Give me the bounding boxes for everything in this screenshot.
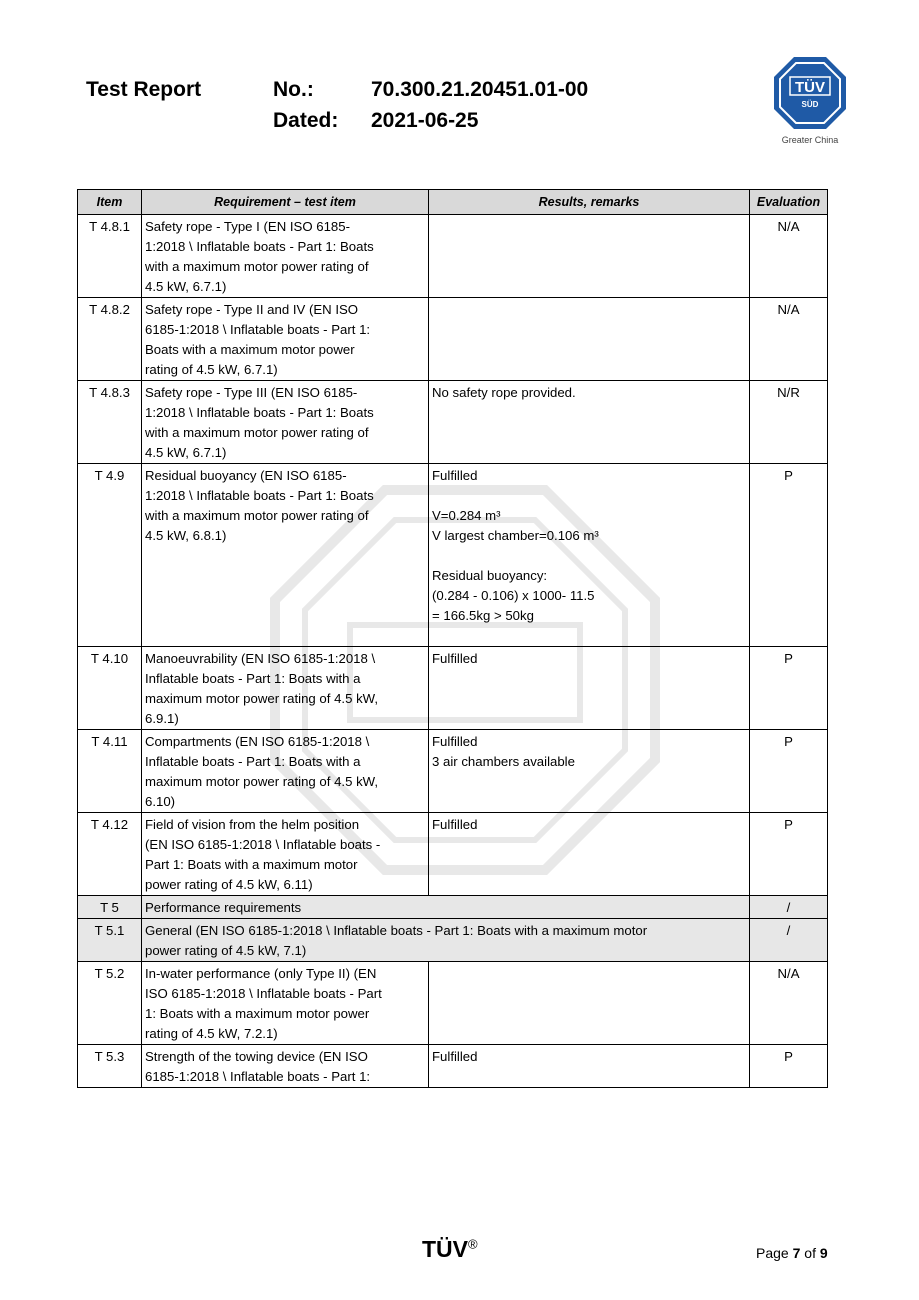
- logo-text-bottom: SÜD: [801, 100, 819, 109]
- result-line: (0.284 - 0.106) x 1000- 11.5: [432, 588, 595, 603]
- result-line: V largest chamber=0.106 m³: [432, 528, 599, 543]
- results-remarks: [429, 381, 750, 464]
- logo-caption: Greater China: [781, 135, 839, 145]
- item-id: T 4.8.1: [78, 215, 142, 298]
- column-header-results: Results, remarks: [429, 190, 750, 215]
- requirement-line: 6185-1:2018 \ Inflatable boats - Part 1:: [145, 1069, 371, 1084]
- result-line: = 166.5kg > 50kg: [432, 608, 534, 623]
- result-spacer: [432, 626, 746, 646]
- item-id: T 4.9: [78, 464, 142, 647]
- logo-text-top: TÜV: [795, 79, 825, 96]
- footer-logo-text: TÜV: [422, 1236, 468, 1262]
- table-row: [78, 464, 828, 647]
- item-id: T 4.8.3: [78, 381, 142, 464]
- item-id: T 5: [78, 896, 142, 919]
- item-id: T 4.12: [78, 813, 142, 896]
- results-remarks: [429, 464, 750, 647]
- item-id: T 5.1: [78, 919, 142, 962]
- evaluation: P: [750, 1045, 828, 1088]
- requirement-line: 6.9.1): [145, 711, 179, 726]
- item-id: T 5.3: [78, 1045, 142, 1088]
- section-row-performance: [78, 896, 828, 919]
- test-results-table: [77, 189, 828, 1088]
- result-spacer: [432, 546, 746, 566]
- result-spacer: [432, 486, 746, 506]
- requirement-line: maximum motor power rating of 4.5 kW,: [145, 774, 379, 789]
- requirement-line: 4.5 kW, 6.7.1): [145, 279, 227, 294]
- requirement-line: Strength of the towing device (EN ISO: [145, 1049, 368, 1064]
- requirement-line: General (EN ISO 6185-1:2018 \ Inflatable boats - Part 1: Boats with a maximum motor: [145, 923, 648, 938]
- table-row: [78, 1045, 828, 1088]
- requirement-line: Field of vision from the helm position: [145, 817, 360, 832]
- column-header-evaluation: Evaluation: [750, 190, 828, 215]
- page-label: Page: [756, 1245, 789, 1261]
- table-row: [78, 647, 828, 730]
- requirement-line: power rating of 4.5 kW, 6.11): [145, 877, 313, 892]
- requirement-line: Residual buoyancy (EN ISO 6185-: [145, 468, 347, 483]
- table-row: [78, 298, 828, 381]
- requirement-line: 4.5 kW, 6.8.1): [145, 528, 227, 543]
- requirement-line: rating of 4.5 kW, 6.7.1): [145, 362, 278, 377]
- requirement-line: maximum motor power rating of 4.5 kW,: [145, 691, 379, 706]
- result-line: Fulfilled: [432, 734, 478, 749]
- table-row: [78, 730, 828, 813]
- table-row: [78, 813, 828, 896]
- section-row-general: [78, 919, 828, 962]
- requirement-text: [142, 730, 429, 813]
- evaluation: P: [750, 813, 828, 896]
- evaluation: /: [750, 919, 828, 962]
- requirement-line: (EN ISO 6185-1:2018 \ Inflatable boats -: [145, 837, 381, 852]
- requirement-line: In-water performance (only Type II) (EN: [145, 966, 377, 981]
- result-line: Fulfilled: [432, 817, 478, 832]
- requirement-line: Manoeuvrability (EN ISO 6185-1:2018 \: [145, 651, 376, 666]
- result-line: 3 air chambers available: [432, 754, 575, 769]
- requirement-line: Safety rope - Type II and IV (EN ISO: [145, 302, 359, 317]
- result-line: V=0.284 m³: [432, 508, 501, 523]
- result-line: Fulfilled: [432, 468, 478, 483]
- table-header-row: [78, 190, 828, 215]
- registered-mark: ®: [468, 1236, 478, 1252]
- result-line: Fulfilled: [432, 651, 478, 666]
- requirement-line: 1:2018 \ Inflatable boats - Part 1: Boats: [145, 405, 374, 420]
- evaluation: N/A: [750, 215, 828, 298]
- column-header-item: Item: [78, 190, 142, 215]
- requirement-line: 1:2018 \ Inflatable boats - Part 1: Boats: [145, 488, 374, 503]
- requirement-text: [142, 381, 429, 464]
- requirement-line: with a maximum motor power rating of: [145, 259, 369, 274]
- requirement-line: ISO 6185-1:2018 \ Inflatable boats - Part: [145, 986, 382, 1001]
- section-title: Performance requirements: [142, 896, 750, 919]
- requirement-line: 1: Boats with a maximum motor power: [145, 1006, 370, 1021]
- results-remarks: [429, 730, 750, 813]
- requirement-line: 1:2018 \ Inflatable boats - Part 1: Boats: [145, 239, 374, 254]
- evaluation: P: [750, 647, 828, 730]
- requirement-line: with a maximum motor power rating of: [145, 425, 369, 440]
- requirement-line: Inflatable boats - Part 1: Boats with a: [145, 754, 361, 769]
- item-id: T 5.2: [78, 962, 142, 1045]
- requirement-text: [142, 298, 429, 381]
- requirement-text: [142, 813, 429, 896]
- report-date-label: Dated:: [273, 109, 339, 132]
- requirement-text: [142, 215, 429, 298]
- evaluation: N/R: [750, 381, 828, 464]
- results-remarks: [429, 813, 750, 896]
- evaluation: P: [750, 730, 828, 813]
- results-remarks: [429, 298, 750, 381]
- requirement-line: Safety rope - Type I (EN ISO 6185-: [145, 219, 350, 234]
- table-row: [78, 215, 828, 298]
- report-date: 2021-06-25: [371, 109, 479, 132]
- results-remarks: [429, 1045, 750, 1088]
- requirement-text: [142, 464, 429, 647]
- requirement-line: 6.10): [145, 794, 176, 809]
- report-number-label: No.:: [273, 78, 314, 101]
- requirement-line: 6185-1:2018 \ Inflatable boats - Part 1:: [145, 322, 371, 337]
- page-of: of: [804, 1245, 816, 1261]
- page-current: 7: [792, 1245, 801, 1261]
- item-id: T 4.10: [78, 647, 142, 730]
- results-remarks: [429, 962, 750, 1045]
- report-title: Test Report: [86, 78, 202, 101]
- result-line: Fulfilled: [432, 1049, 478, 1064]
- column-header-requirement: Requirement – test item: [142, 190, 429, 215]
- requirement-line: rating of 4.5 kW, 7.2.1): [145, 1026, 278, 1041]
- evaluation: N/A: [750, 962, 828, 1045]
- results-remarks: [429, 215, 750, 298]
- table-row: [78, 381, 828, 464]
- page-total: 9: [819, 1245, 828, 1261]
- requirement-text: [142, 1045, 429, 1088]
- requirement-line: 4.5 kW, 6.7.1): [145, 445, 227, 460]
- result-line: No safety rope provided.: [432, 385, 576, 400]
- footer-tuv-logo: [422, 1236, 478, 1263]
- page-number: [756, 1245, 828, 1261]
- evaluation: P: [750, 464, 828, 647]
- requirement-text: [142, 647, 429, 730]
- requirement-line: power rating of 4.5 kW, 7.1): [145, 943, 307, 958]
- requirement-line: Safety rope - Type III (EN ISO 6185-: [145, 385, 358, 400]
- requirement-text: [142, 919, 750, 962]
- requirement-line: with a maximum motor power rating of: [145, 508, 369, 523]
- requirement-line: Part 1: Boats with a maximum motor: [145, 857, 358, 872]
- table-row: [78, 962, 828, 1045]
- result-line: Residual buoyancy:: [432, 568, 548, 583]
- item-id: T 4.8.2: [78, 298, 142, 381]
- requirement-line: Compartments (EN ISO 6185-1:2018 \: [145, 734, 370, 749]
- evaluation: N/A: [750, 298, 828, 381]
- results-remarks: [429, 647, 750, 730]
- requirement-line: Boats with a maximum motor power: [145, 342, 355, 357]
- tuv-sud-logo: [772, 55, 848, 131]
- item-id: T 4.11: [78, 730, 142, 813]
- requirement-line: Inflatable boats - Part 1: Boats with a: [145, 671, 361, 686]
- evaluation: /: [750, 896, 828, 919]
- report-number: 70.300.21.20451.01-00: [371, 78, 589, 101]
- requirement-text: [142, 962, 429, 1045]
